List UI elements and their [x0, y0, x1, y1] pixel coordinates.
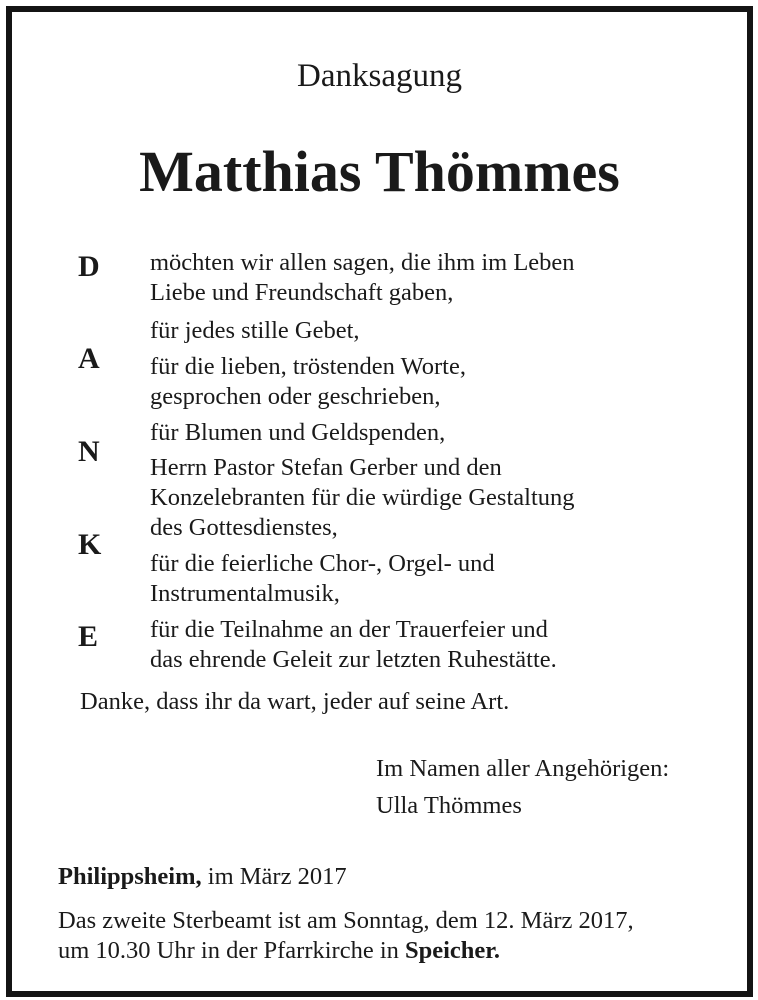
place-name: Philippsheim,	[58, 863, 202, 890]
thanks-line: für die lieben, tröstenden Worte,	[150, 353, 466, 380]
signer-name: Ulla Thömmes	[376, 792, 522, 819]
thanks-line: für jedes stille Gebet,	[150, 317, 360, 344]
notice-text: um 10.30 Uhr in der Pfarrkirche in	[58, 937, 405, 964]
heading: Danksagung	[297, 58, 462, 94]
notice-line-2	[58, 936, 500, 966]
acrostic-letter-d: D	[78, 250, 100, 283]
thanks-line: für die Teilnahme an der Trauerfeier und	[150, 616, 548, 643]
acrostic-letter-k: K	[78, 528, 102, 561]
thanks-line: des Gottesdienstes,	[150, 514, 338, 541]
closing-line: Danke, dass ihr da wart, jeder auf seine Art.	[80, 688, 510, 715]
acrostic-letter-n: N	[78, 435, 100, 468]
thanks-line: Instrumentalmusik,	[150, 580, 340, 607]
thanks-line: Liebe und Freundschaft gaben,	[150, 279, 454, 306]
thanks-line: möchten wir allen sagen, die ihm im Leben	[150, 249, 575, 276]
thanks-line: gesprochen oder geschrieben,	[150, 383, 441, 410]
notice-line-1: Das zweite Sterbeamt ist am Sonntag, dem 12. März 2017,	[58, 907, 634, 934]
thanks-line: für Blumen und Geldspenden,	[150, 419, 446, 446]
acrostic-letter-a: A	[78, 342, 100, 375]
thanks-line: Herrn Pastor Stefan Gerber und den	[150, 454, 502, 481]
obituary-frame	[6, 6, 753, 997]
date-text: im März 2017	[201, 863, 347, 890]
thanks-line: Konzelebranten für die würdige Gestaltung	[150, 484, 575, 511]
thanks-line: für die feierliche Chor-, Orgel- und	[150, 550, 495, 577]
place-date-line	[58, 862, 347, 892]
deceased-name: Matthias Thömmes	[139, 139, 620, 204]
thanks-line: das ehrende Geleit zur letzten Ruhestätte.	[150, 646, 557, 673]
signature-intro: Im Namen aller Angehörigen:	[376, 755, 670, 782]
notice-place: Speicher.	[405, 937, 501, 964]
acrostic-letter-e: E	[78, 620, 99, 653]
